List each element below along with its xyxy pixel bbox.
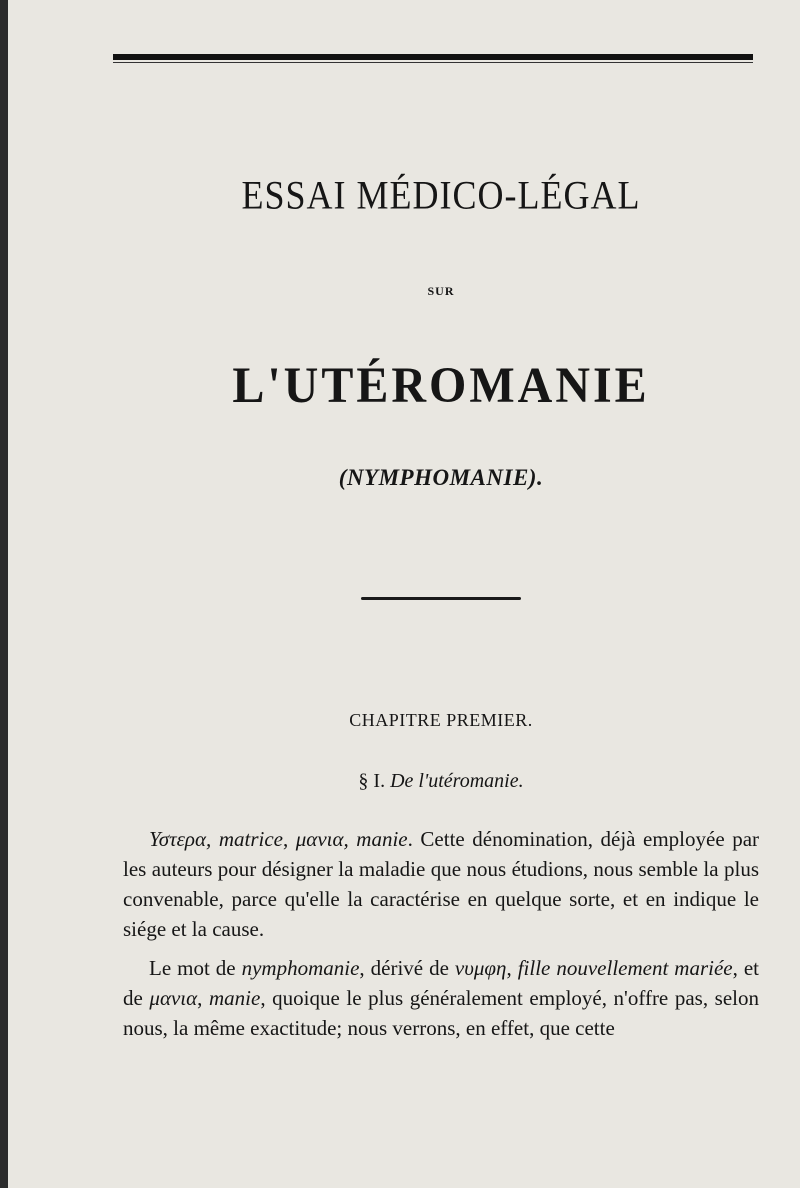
chapter-heading: CHAPITRE PREMIER. [349,710,533,730]
divider-rule [361,597,521,600]
body-text [123,824,759,1052]
separator: , [197,986,209,1010]
greek-word: Υστερα, [149,827,212,851]
section-heading [123,770,759,793]
greek-word: νυμφη [454,956,507,980]
paragraph-text: , dérivé de [359,956,455,980]
title-connector: SUR [427,284,455,298]
title-line-1: ESSAI MÉDICO-LÉGAL [241,172,641,218]
paragraph-text: Le mot de [149,956,242,980]
gloss: manie [209,986,261,1010]
paragraph-text: , et de [123,956,760,1010]
title-line-2: L'UTÉROMANIE [232,357,650,414]
ink-mark [60,50,84,76]
book-page [8,0,800,1188]
gloss: manie [348,827,408,851]
greek-word: μανια, [295,827,349,851]
term: nymphomanie [241,956,360,980]
paragraph [123,953,759,1043]
gloss: fille nouvellement mariée [517,956,733,980]
greek-word: μανια [149,986,198,1010]
paragraph [123,824,759,944]
section-mark: § I. [358,770,386,792]
section-title: De l'utéromanie. [390,770,524,792]
gloss: matrice [211,827,283,851]
subtitle: (NYMPHOMANIE). [338,465,544,490]
separator: , [282,827,296,851]
paragraph-text: . Cette dénomination, déjà employée par les auteurs pour désigner la maladie que nous étudions, nous semble la plus convenable, parce qu'elle la caractérise en quelque sorte, et en indique le siége et la cause. [123,827,760,941]
paragraph-text: , quoique le plus généralement employé, n'offre pas, selon nous, la même exactitude; nous verrons, en effet, que cette [123,986,759,1040]
top-rule [113,54,753,60]
separator: , [506,956,518,980]
